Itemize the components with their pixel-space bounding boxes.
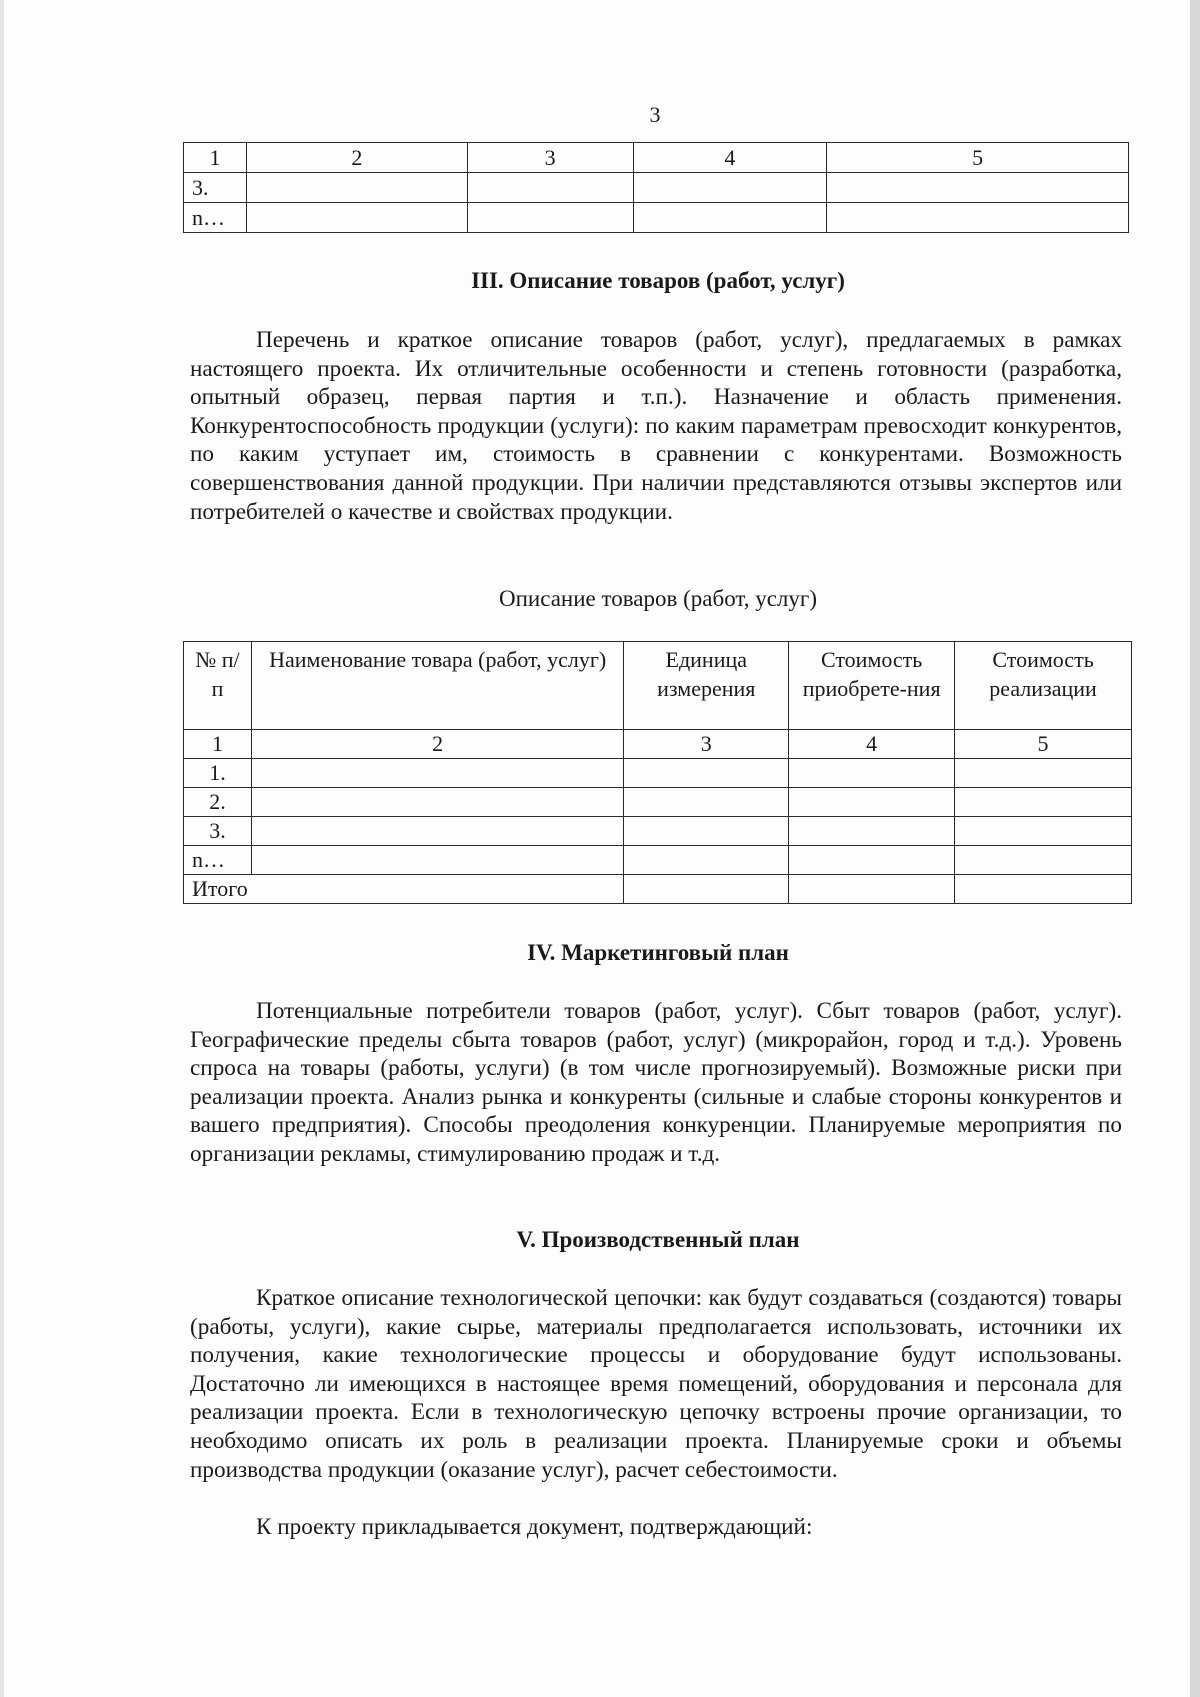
table-cell (789, 759, 955, 788)
table-row (184, 730, 1132, 759)
table-cell (624, 846, 789, 875)
table-cell (467, 203, 633, 233)
table-cell: n… (184, 846, 252, 875)
column-header: № п/п (184, 642, 252, 730)
section-3-text: Перечень и краткое описание товаров (работ, услуг), предлагаемых в рамках настоящего проекта. Их отличительные особенности и степень готовности (разработка, опытный образец, первая партия и т.п.). Назначение и область применения. Конкурентоспособность продукции (услуги): по каким параметрам превосходит конкурентов, по каким уступает им, стоимость в сравнении с конкурентами. Возможность совершенствования данной продукции. При наличии представляются отзывы экспертов или потребителей о качестве и свойствах продукции. (190, 327, 1122, 525)
table-cell (789, 788, 955, 817)
table-cell: 2 (246, 143, 467, 173)
table-cell: 3 (624, 730, 789, 759)
table-cell (624, 759, 789, 788)
table-cell: 2 (251, 730, 623, 759)
table-cell: 2. (184, 788, 252, 817)
table-cell (251, 788, 623, 817)
table-row (184, 203, 1129, 233)
table-row (184, 817, 1132, 846)
section-4-title: IV. Маркетинговый план (527, 940, 789, 965)
table-cell (789, 817, 955, 846)
table-cell (827, 203, 1129, 233)
column-header: Стоимость реализации (955, 642, 1132, 730)
page-number: 3 (649, 102, 661, 127)
table-cell: 3 (467, 143, 633, 173)
table-cell (955, 875, 1132, 904)
table-header-row (184, 642, 1132, 730)
table-cell: 1 (184, 143, 247, 173)
section-5-text: Краткое описание технологической цепочки: как будут создаваться (создаются) товары (работы, услуги), какие сырье, материалы предполагается использовать, источники их получения, какие технологические процессы и оборудование будут использованы. Достаточно ли имеющихся в настоящее время помещений, оборудования и персонала для реализации проекта. Если в технологическую цепочку встроены прочие организации, то необходимо описать их роль в реализации проекта. Планируемые сроки и объемы производства продукции (оказание услуг), расчет себестоимости. (190, 1285, 1122, 1483)
table-cell (624, 788, 789, 817)
table-cell: 1 (184, 730, 252, 759)
table-cell (467, 173, 633, 203)
total-label: Итого (184, 875, 624, 904)
table-cell (955, 846, 1132, 875)
attachment-line: К проекту прикладывается документ, подтверждающий: (256, 1514, 813, 1540)
table-cell (246, 173, 467, 203)
table-cell: 4 (789, 730, 955, 759)
table-cell (251, 817, 623, 846)
scan-right-edge (1190, 0, 1200, 1697)
section-3-title: III. Описание товаров (работ, услуг) (471, 268, 845, 293)
continued-table (183, 142, 1129, 233)
goods-description-table (183, 641, 1132, 904)
table-cell (955, 788, 1132, 817)
table-cell: 1. (184, 759, 252, 788)
table-row (184, 846, 1132, 875)
table-cell (624, 817, 789, 846)
table-cell: 5 (955, 730, 1132, 759)
column-header: Единица измерения (624, 642, 789, 730)
table-cell (789, 875, 955, 904)
table-cell: n… (184, 203, 247, 233)
table-cell: 3. (184, 173, 247, 203)
table-row (184, 173, 1129, 203)
table-cell (633, 173, 827, 203)
table-cell (633, 203, 827, 233)
table-total-row (184, 875, 1132, 904)
table-cell (827, 173, 1129, 203)
table-cell: 4 (633, 143, 827, 173)
table-row (184, 143, 1129, 173)
column-header: Наименование товара (работ, услуг) (251, 642, 623, 730)
table-cell (789, 846, 955, 875)
table-cell (246, 203, 467, 233)
table-cell (251, 759, 623, 788)
table-row (184, 788, 1132, 817)
table-cell (624, 875, 789, 904)
scan-left-edge (0, 0, 4, 1697)
table-caption: Описание товаров (работ, услуг) (499, 586, 817, 611)
table-cell (955, 759, 1132, 788)
table-cell: 5 (827, 143, 1129, 173)
column-header: Стоимость приобрете-ния (789, 642, 955, 730)
table-cell (955, 817, 1132, 846)
section-4-text: Потенциальные потребители товаров (работ, услуг). Сбыт товаров (работ, услуг). Географические пределы сбыта товаров (работ, услуг) (микрорайон, город и т.д.). Уровень спроса на товары (работы, услуги) (в том числе прогнозируемый). Возможные риски при реализации проекта. Анализ рынка и конкуренты (сильные и слабые стороны конкурентов и вашего предприятия). Способы преодоления конкуренции. Планируемые мероприятия по организации рекламы, стимулированию продаж и т.д. (190, 998, 1122, 1167)
section-5-title: V. Производственный план (516, 1227, 800, 1252)
table-cell: 3. (184, 817, 252, 846)
table-row (184, 759, 1132, 788)
table-cell (251, 846, 623, 875)
